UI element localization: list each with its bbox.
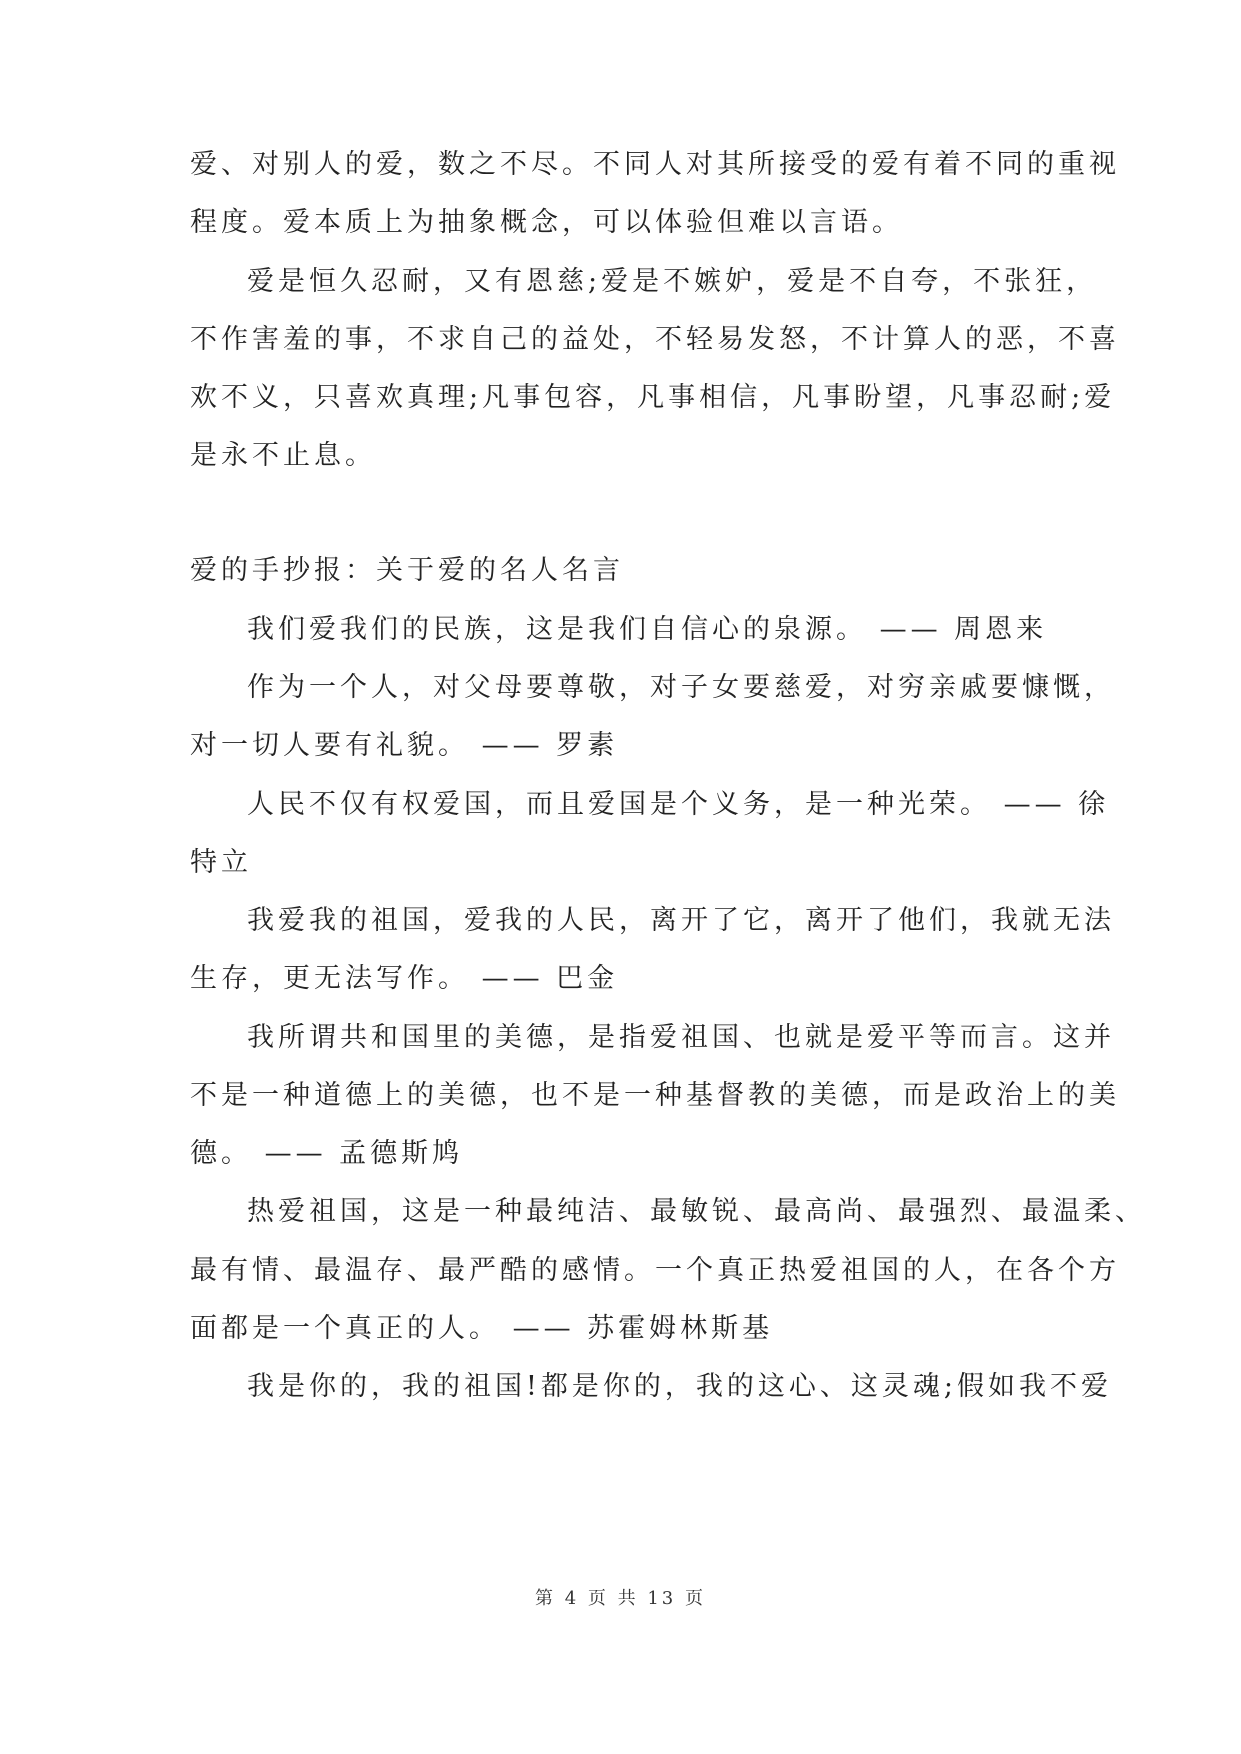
quote-line: 作为一个人，对父母要尊敬，对子女要慈爱，对穷亲戚要慷慨， (247, 672, 1115, 703)
paragraph-line: 不作害羞的事，不求自己的益处，不轻易发怒，不计算人的恶，不喜 (190, 324, 1120, 355)
page-number-footer: 第 4 页 共 13 页 (535, 1588, 706, 1609)
quote-line: 我爱我的祖国，爱我的人民，离开了它，离开了他们，我就无法 (247, 905, 1115, 936)
paragraph-line: 欢不义，只喜欢真理;凡事包容，凡事相信，凡事盼望，凡事忍耐;爱 (190, 382, 1116, 413)
paragraph-line: 是永不止息。 (190, 440, 376, 471)
section-heading: 爱的手抄报：关于爱的名人名言 (190, 555, 624, 586)
quote-line: 人民不仅有权爱国，而且爱国是个义务，是一种光荣。 —— 徐 (247, 789, 1110, 820)
paragraph-line: 爱、对别人的爱，数之不尽。不同人对其所接受的爱有着不同的重视 (190, 149, 1120, 180)
quote-line: 我们爱我们的民族，这是我们自信心的泉源。 —— 周恩来 (247, 614, 1048, 645)
quote-line: 我是你的，我的祖国!都是你的，我的这心、这灵魂;假如我不爱 (247, 1371, 1112, 1402)
quote-line: 德。 —— 孟德斯鸠 (190, 1138, 464, 1169)
quote-line: 不是一种道德上的美德，也不是一种基督教的美德，而是政治上的美 (190, 1080, 1120, 1111)
quote-line: 我所谓共和国里的美德，是指爱祖国、也就是爱平等而言。这并 (247, 1022, 1115, 1053)
quote-line: 最有情、最温存、最严酷的感情。一个真正热爱祖国的人，在各个方 (190, 1255, 1120, 1286)
quote-line: 特立 (190, 847, 252, 878)
quote-line: 面都是一个真正的人。 —— 苏霍姆林斯基 (190, 1313, 774, 1344)
paragraph-line: 爱是恒久忍耐，又有恩慈;爱是不嫉妒，爱是不自夸，不张狂， (247, 266, 1098, 297)
quote-line: 热爱祖国，这是一种最纯洁、最敏锐、最高尚、最强烈、最温柔、 (247, 1196, 1146, 1227)
paragraph-line: 程度。爱本质上为抽象概念，可以体验但难以言语。 (190, 207, 903, 238)
quote-line: 生存，更无法写作。 —— 巴金 (190, 963, 619, 994)
quote-line: 对一切人要有礼貌。 —— 罗素 (190, 730, 619, 761)
